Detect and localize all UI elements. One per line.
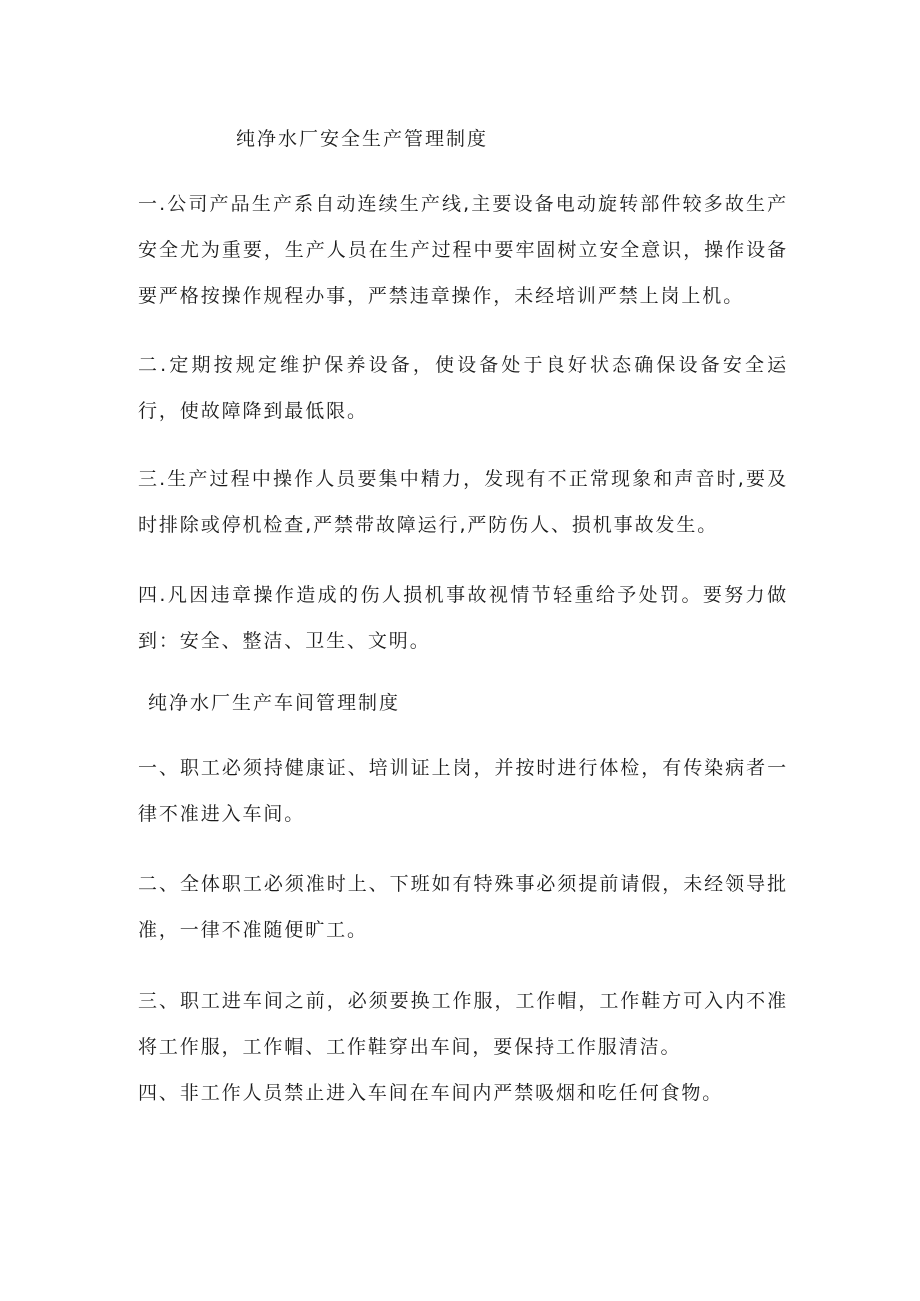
- section1-paragraph-4: 四.凡因违章操作造成的伤人损机事故视情节轻重给予处罚。要努力做到：安全、整洁、卫生、文明。: [138, 584, 788, 652]
- section2-paragraph-1: 一、职工必须持健康证、培训证上岗，并按时进行体检，有传染病者一律不准进入车间。: [138, 757, 788, 825]
- section1-paragraph-2: 二.定期按规定维护保养设备，使设备处于良好状态确保设备安全运行，使故障降到最低限。: [138, 354, 788, 422]
- section2-paragraph-3: 三、职工进车间之前，必须要换工作服，工作帽，工作鞋方可入内不准将工作服，工作帽、工作鞋穿出车间，要保持工作服清洁。: [138, 990, 788, 1058]
- section1-paragraph-3: 三.生产过程中操作人员要集中精力，发现有不正常现象和声音时,要及时排除或停机检查,严禁带故障运行,严防伤人、损机事故发生。: [138, 468, 788, 536]
- section2-paragraph-4: 四、非工作人员禁止进入车间在车间内严禁吸烟和吃任何食物。: [138, 1082, 724, 1104]
- section1-title: 纯净水厂安全生产管理制度: [236, 128, 489, 150]
- section1-paragraph-1: 一.公司产品生产系自动连续生产线,主要设备电动旋转部件较多故生产安全尤为重要，生产人员在生产过程中要牢固树立安全意识，操作设备要严格按操作规程办事，严禁违章操作，未经培训严禁上岗上机。: [138, 193, 788, 307]
- section2-paragraph-2: 二、全体职工必须准时上、下班如有特殊事必须提前请假，未经领导批准，一律不准随便旷工。: [138, 873, 788, 941]
- section2-title: 纯净水厂生产车间管理制度: [148, 692, 401, 714]
